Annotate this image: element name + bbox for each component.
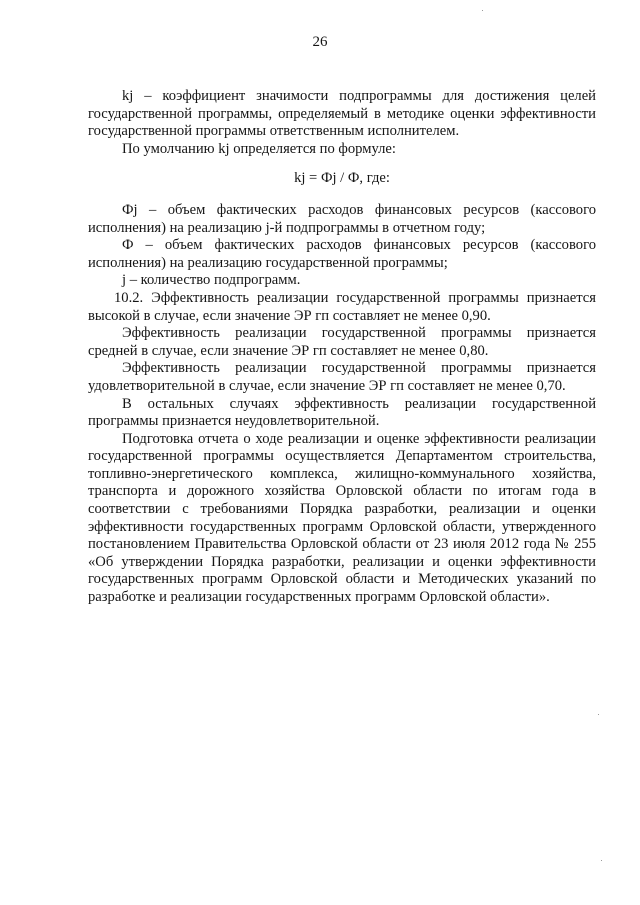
paragraph-default-formula-intro: По умолчанию kj определяется по формуле: [122, 140, 396, 157]
scan-artifact-dot [601, 860, 602, 861]
paragraph-phi-j-definition: Фj – объем фактических расходов финансовых ресурсов (кассового исполнения) на реализацию j-й подпрограммы в отчетном году; [88, 201, 596, 236]
paragraph-unsatisfactory-efficiency: В остальных случаях эффективность реализации государственной программы признается неудовлетворительной. [88, 395, 596, 430]
paragraph-high-efficiency: 10.2. Эффективность реализации государственной программы признается высокой в случае, если значение ЭР гп составляет не менее 0,90. [88, 289, 596, 324]
paragraph-j-definition: j – количество подпрограмм. [122, 272, 301, 289]
page-number: 26 [312, 34, 328, 50]
scan-artifact-dot [598, 714, 599, 715]
paragraph-phi-definition: Ф – объем фактических расходов финансовых ресурсов (кассового исполнения) на реализацию государственной программы; [88, 237, 596, 271]
formula-kj: kj = Фj / Ф, где: [294, 170, 390, 187]
paragraph-report-preparation: Подготовка отчета о ходе реализации и оценке эффективности реализации государственной программы осуществляется Департаментом строительства, топливно-энергетического комплекса, жилищно-коммунального хозяйства, транспорта и дорожного хозяйства Орловской области по итогам года в соответствии с требованиями Порядка разработки, реализации и оценки эффективности государственных программ Орловской области, утвержденного постановлением Правительства Орловской области от 23 июля 2012 года № 255 «Об утверждении Порядка разработки, реализации и оценки эффективности государственных программ Орловской области и Методических указаний по разработке и реализации государственных программ Орловской области». [88, 430, 596, 606]
paragraph-satisfactory-efficiency: Эффективность реализации государственной программы признается удовлетворительной в случае, если значение ЭР гп составляет не менее 0,70. [88, 360, 596, 394]
scan-artifact-dot [482, 10, 483, 11]
paragraph-medium-efficiency: Эффективность реализации государственной программы признается средней в случае, если значение ЭР гп составляет не менее 0,80. [88, 325, 596, 359]
document-body [88, 88, 596, 607]
paragraph-kj-definition: kj – коэффициент значимости подпрограммы для достижения целей государственной программы, определяемый в методике оценки эффективности государственной программы ответственным исполнителем. [88, 88, 596, 140]
